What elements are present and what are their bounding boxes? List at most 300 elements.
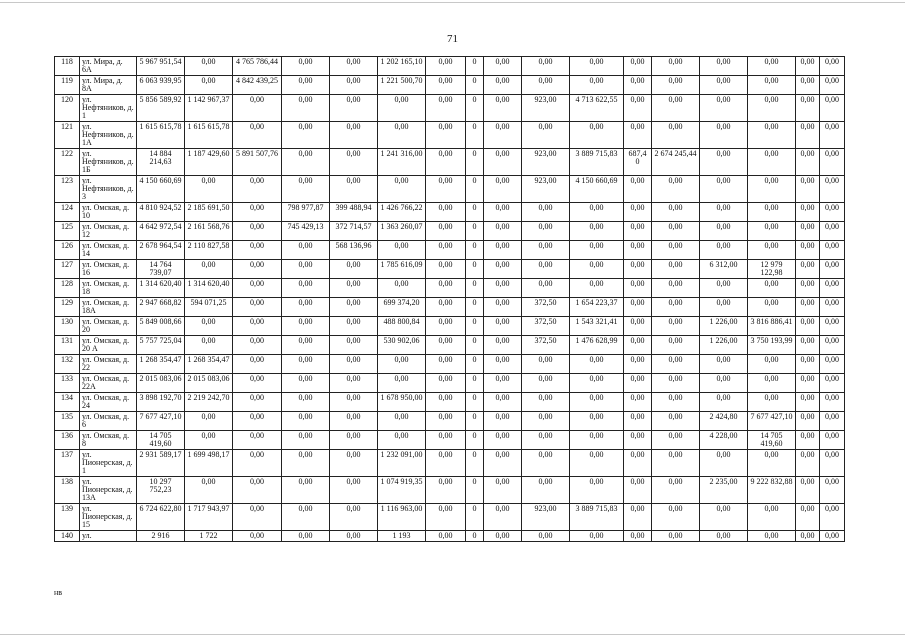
amount-cell: 0,00 (624, 298, 652, 317)
amount-cell: 0,00 (652, 260, 700, 279)
amount-cell: 0,00 (378, 122, 426, 149)
amount-cell: 0 (466, 222, 484, 241)
amount-cell: 0,00 (282, 95, 330, 122)
amount-cell: 399 488,94 (330, 203, 378, 222)
amount-cell: 0,00 (522, 412, 570, 431)
amount-cell: 0,00 (796, 279, 820, 298)
amount-cell: 14 705 419,60 (137, 431, 185, 450)
amount-cell: 0,00 (426, 504, 466, 531)
row-number-cell: 120 (55, 95, 80, 122)
amount-cell: 0,00 (796, 57, 820, 76)
amount-cell: 0,00 (522, 241, 570, 260)
amount-cell: 5 757 725,04 (137, 336, 185, 355)
amount-cell: 0,00 (378, 355, 426, 374)
amount-cell: 0,00 (748, 450, 796, 477)
row-number-cell: 125 (55, 222, 80, 241)
amount-cell: 0 (466, 76, 484, 95)
amount-cell: 0,00 (796, 176, 820, 203)
amount-cell: 0,00 (185, 477, 233, 504)
amount-cell: 2 424,80 (700, 412, 748, 431)
amount-cell: 0,00 (330, 279, 378, 298)
amount-cell: 0,00 (378, 412, 426, 431)
amount-cell: 0,00 (700, 222, 748, 241)
amount-cell: 0,00 (748, 95, 796, 122)
amount-cell: 0,00 (330, 431, 378, 450)
amount-cell: 0,00 (233, 431, 282, 450)
table-row (55, 203, 845, 222)
amount-cell: 6 312,00 (700, 260, 748, 279)
amount-cell: 0,00 (570, 450, 624, 477)
amount-cell: 0,00 (330, 531, 378, 542)
amount-cell: 0,00 (820, 298, 845, 317)
amount-cell: 0,00 (748, 531, 796, 542)
table-row (55, 504, 845, 531)
amount-cell: 0,00 (796, 504, 820, 531)
amount-cell: 0 (466, 393, 484, 412)
amount-cell: 0,00 (624, 477, 652, 504)
amount-cell: 2 931 589,17 (137, 450, 185, 477)
amount-cell: 0,00 (624, 76, 652, 95)
amount-cell: 0,00 (570, 260, 624, 279)
amount-cell: 0 (466, 95, 484, 122)
budget-table (54, 56, 845, 542)
table-row (55, 393, 845, 412)
amount-cell: 0,00 (522, 222, 570, 241)
amount-cell: 0,00 (522, 393, 570, 412)
address-cell: ул. Нефтяников, д. 3 (80, 176, 137, 203)
amount-cell: 0,00 (570, 355, 624, 374)
amount-cell: 0,00 (426, 298, 466, 317)
address-cell: ул. Пионерская, д. 15 (80, 504, 137, 531)
row-number-cell: 133 (55, 374, 80, 393)
amount-cell: 6 063 939,95 (137, 76, 185, 95)
amount-cell: 0 (466, 504, 484, 531)
amount-cell: 0,00 (233, 393, 282, 412)
amount-cell: 0,00 (652, 279, 700, 298)
scan-edge-bottom (0, 634, 905, 635)
amount-cell: 5 891 507,76 (233, 149, 282, 176)
address-cell: ул. Омская, д. 20 А (80, 336, 137, 355)
amount-cell: 0,00 (748, 241, 796, 260)
amount-cell: 1 615 615,78 (185, 122, 233, 149)
amount-cell: 0,00 (282, 57, 330, 76)
amount-cell: 0,00 (570, 374, 624, 393)
amount-cell: 0,00 (282, 279, 330, 298)
amount-cell: 0,00 (796, 203, 820, 222)
amount-cell: 0,00 (700, 393, 748, 412)
amount-cell: 0 (466, 355, 484, 374)
amount-cell: 0,00 (700, 531, 748, 542)
amount-cell: 594 071,25 (185, 298, 233, 317)
amount-cell: 0,00 (233, 279, 282, 298)
address-cell: ул. Омская, д. 20 (80, 317, 137, 336)
amount-cell: 3 750 193,99 (748, 336, 796, 355)
amount-cell: 1 116 963,00 (378, 504, 426, 531)
amount-cell: 0,00 (796, 149, 820, 176)
amount-cell: 0,00 (700, 355, 748, 374)
amount-cell: 7 677 427,10 (748, 412, 796, 431)
amount-cell: 0,00 (282, 393, 330, 412)
amount-cell: 0,00 (700, 203, 748, 222)
amount-cell: 0,00 (820, 504, 845, 531)
amount-cell: 923,00 (522, 176, 570, 203)
amount-cell: 0,00 (484, 374, 522, 393)
amount-cell: 0,00 (624, 95, 652, 122)
amount-cell: 0,00 (330, 504, 378, 531)
amount-cell: 0,00 (570, 531, 624, 542)
amount-cell: 0,00 (426, 393, 466, 412)
amount-cell: 0,00 (484, 431, 522, 450)
budget-table-container (54, 56, 844, 542)
amount-cell: 0,00 (820, 203, 845, 222)
amount-cell: 0,00 (570, 477, 624, 504)
amount-cell: 0,00 (820, 393, 845, 412)
amount-cell: 0 (466, 176, 484, 203)
amount-cell: 0,00 (700, 450, 748, 477)
amount-cell: 0,00 (522, 431, 570, 450)
amount-cell: 0,00 (484, 450, 522, 477)
amount-cell: 1 232 091,00 (378, 450, 426, 477)
amount-cell: 0,00 (624, 122, 652, 149)
amount-cell: 0,00 (378, 95, 426, 122)
amount-cell: 0,00 (820, 76, 845, 95)
amount-cell: 0,00 (652, 241, 700, 260)
amount-cell: 0 (466, 122, 484, 149)
amount-cell: 0,00 (820, 477, 845, 504)
amount-cell: 0,00 (700, 95, 748, 122)
amount-cell: 0 (466, 450, 484, 477)
amount-cell: 0,00 (484, 336, 522, 355)
table-row (55, 336, 845, 355)
amount-cell: 1 722 (185, 531, 233, 542)
amount-cell: 0,00 (796, 355, 820, 374)
amount-cell: 2 015 083,06 (185, 374, 233, 393)
amount-cell: 0,00 (820, 241, 845, 260)
amount-cell: 0,00 (700, 149, 748, 176)
address-cell: ул. Омская, д. 18А (80, 298, 137, 317)
amount-cell: 0 (466, 412, 484, 431)
amount-cell: 0,00 (233, 203, 282, 222)
amount-cell: 0,00 (652, 317, 700, 336)
amount-cell: 0,00 (652, 203, 700, 222)
amount-cell: 372 714,57 (330, 222, 378, 241)
amount-cell: 0,00 (484, 412, 522, 431)
row-number-cell: 130 (55, 317, 80, 336)
amount-cell: 0,00 (820, 431, 845, 450)
amount-cell: 798 977,87 (282, 203, 330, 222)
amount-cell: 14 705 419,60 (748, 431, 796, 450)
amount-cell: 0,00 (748, 374, 796, 393)
address-cell: ул. Омская, д. 16 (80, 260, 137, 279)
amount-cell: 0,00 (378, 279, 426, 298)
amount-cell: 0,00 (233, 477, 282, 504)
amount-cell: 0,00 (484, 531, 522, 542)
amount-cell: 0,00 (185, 336, 233, 355)
amount-cell: 0,00 (378, 176, 426, 203)
amount-cell: 0,00 (624, 241, 652, 260)
amount-cell: 0,00 (624, 431, 652, 450)
amount-cell: 1 785 616,09 (378, 260, 426, 279)
amount-cell: 0,00 (282, 504, 330, 531)
amount-cell: 14 764 739,07 (137, 260, 185, 279)
amount-cell: 0,00 (522, 57, 570, 76)
amount-cell: 0,00 (796, 450, 820, 477)
table-row (55, 122, 845, 149)
amount-cell: 0,00 (330, 317, 378, 336)
row-number-cell: 138 (55, 477, 80, 504)
amount-cell: 0,00 (233, 222, 282, 241)
amount-cell: 0,00 (330, 374, 378, 393)
amount-cell: 1 202 165,10 (378, 57, 426, 76)
amount-cell: 0 (466, 477, 484, 504)
amount-cell: 0,00 (748, 298, 796, 317)
amount-cell: 1 268 354,47 (185, 355, 233, 374)
amount-cell: 1 717 943,97 (185, 504, 233, 531)
amount-cell: 0,00 (652, 176, 700, 203)
amount-cell: 0,00 (426, 222, 466, 241)
amount-cell: 0,00 (652, 450, 700, 477)
amount-cell: 3 889 715,83 (570, 149, 624, 176)
amount-cell: 0,00 (820, 149, 845, 176)
amount-cell: 0,00 (484, 203, 522, 222)
amount-cell: 0 (466, 298, 484, 317)
amount-cell: 1 142 967,37 (185, 95, 233, 122)
amount-cell: 0,00 (522, 203, 570, 222)
amount-cell: 0,00 (522, 122, 570, 149)
amount-cell: 0,00 (522, 279, 570, 298)
amount-cell: 0,00 (796, 374, 820, 393)
amount-cell: 0,00 (484, 95, 522, 122)
amount-cell: 0,00 (652, 412, 700, 431)
row-number-cell: 140 (55, 531, 80, 542)
amount-cell: 0,00 (185, 176, 233, 203)
amount-cell: 7 677 427,10 (137, 412, 185, 431)
amount-cell: 0,00 (330, 149, 378, 176)
amount-cell: 372,50 (522, 298, 570, 317)
amount-cell: 0,00 (652, 374, 700, 393)
amount-cell: 0,00 (426, 450, 466, 477)
amount-cell: 0,00 (796, 336, 820, 355)
amount-cell: 10 297 752,23 (137, 477, 185, 504)
amount-cell: 0,00 (796, 122, 820, 149)
amount-cell: 0,00 (700, 241, 748, 260)
amount-cell: 0,00 (624, 260, 652, 279)
amount-cell: 4 713 622,55 (570, 95, 624, 122)
amount-cell: 0,00 (233, 355, 282, 374)
amount-cell: 0 (466, 279, 484, 298)
amount-cell: 0,00 (700, 57, 748, 76)
amount-cell: 699 374,20 (378, 298, 426, 317)
amount-cell: 372,50 (522, 336, 570, 355)
amount-cell: 0,00 (233, 260, 282, 279)
amount-cell: 0,00 (282, 122, 330, 149)
amount-cell: 0,00 (330, 477, 378, 504)
amount-cell: 0,00 (378, 374, 426, 393)
row-number-cell: 119 (55, 76, 80, 95)
address-cell: ул. Нефтяников, д. 1 (80, 95, 137, 122)
amount-cell: 0,00 (484, 222, 522, 241)
amount-cell: 0,00 (652, 431, 700, 450)
amount-cell: 0,00 (330, 298, 378, 317)
amount-cell: 0,00 (748, 176, 796, 203)
amount-cell: 4 642 972,54 (137, 222, 185, 241)
amount-cell: 0,00 (652, 504, 700, 531)
amount-cell: 0,00 (820, 336, 845, 355)
amount-cell: 0,00 (426, 176, 466, 203)
amount-cell: 0,00 (233, 412, 282, 431)
amount-cell: 0,00 (820, 531, 845, 542)
table-row (55, 176, 845, 203)
amount-cell: 1 615 615,78 (137, 122, 185, 149)
amount-cell: 0,00 (570, 76, 624, 95)
amount-cell: 0,00 (426, 76, 466, 95)
amount-cell: 0,00 (652, 355, 700, 374)
amount-cell: 2 674 245,44 (652, 149, 700, 176)
amount-cell: 0,00 (282, 412, 330, 431)
amount-cell: 0,00 (185, 412, 233, 431)
amount-cell: 0,00 (796, 477, 820, 504)
amount-cell: 0,00 (700, 298, 748, 317)
table-row (55, 260, 845, 279)
row-number-cell: 137 (55, 450, 80, 477)
amount-cell: 0,00 (426, 57, 466, 76)
amount-cell: 0,00 (185, 76, 233, 95)
amount-cell: 0,00 (185, 431, 233, 450)
footer-note: нв (54, 588, 63, 597)
amount-cell: 0 (466, 431, 484, 450)
amount-cell: 4 810 924,52 (137, 203, 185, 222)
amount-cell: 3 889 715,83 (570, 504, 624, 531)
amount-cell: 0,00 (624, 57, 652, 76)
amount-cell: 0,00 (820, 176, 845, 203)
amount-cell: 0,00 (748, 203, 796, 222)
amount-cell: 0,00 (570, 279, 624, 298)
table-row (55, 76, 845, 95)
table-row (55, 57, 845, 76)
amount-cell: 0,00 (484, 57, 522, 76)
amount-cell: 0,00 (484, 149, 522, 176)
amount-cell: 0,00 (652, 336, 700, 355)
amount-cell: 0,00 (426, 95, 466, 122)
amount-cell: 0,00 (282, 431, 330, 450)
amount-cell: 0,00 (522, 260, 570, 279)
amount-cell: 0,00 (748, 149, 796, 176)
amount-cell: 0,00 (624, 279, 652, 298)
row-number-cell: 123 (55, 176, 80, 203)
amount-cell: 0,00 (378, 431, 426, 450)
amount-cell: 6 724 622,80 (137, 504, 185, 531)
address-cell: ул. Нефтяников, д. 1Б (80, 149, 137, 176)
amount-cell: 1 221 500,70 (378, 76, 426, 95)
amount-cell: 0,00 (820, 260, 845, 279)
amount-cell: 0 (466, 336, 484, 355)
amount-cell: 0,00 (570, 57, 624, 76)
amount-cell: 687,4 0 (624, 149, 652, 176)
amount-cell: 2 235,00 (700, 477, 748, 504)
amount-cell: 0,00 (484, 298, 522, 317)
amount-cell: 0,00 (426, 531, 466, 542)
amount-cell: 923,00 (522, 149, 570, 176)
amount-cell: 0,00 (484, 504, 522, 531)
amount-cell: 0,00 (233, 317, 282, 336)
amount-cell: 0,00 (484, 176, 522, 203)
amount-cell: 0,00 (282, 241, 330, 260)
amount-cell: 0,00 (820, 122, 845, 149)
address-cell: ул. (80, 531, 137, 542)
amount-cell: 0,00 (330, 260, 378, 279)
amount-cell: 0,00 (820, 374, 845, 393)
amount-cell: 0,00 (282, 336, 330, 355)
amount-cell: 0,00 (570, 122, 624, 149)
address-cell: ул. Омская, д. 6 (80, 412, 137, 431)
amount-cell: 372,50 (522, 317, 570, 336)
amount-cell: 0,00 (484, 260, 522, 279)
amount-cell: 0,00 (233, 95, 282, 122)
amount-cell: 0,00 (796, 298, 820, 317)
table-row (55, 412, 845, 431)
amount-cell: 0,00 (624, 450, 652, 477)
address-cell: ул. Омская, д. 10 (80, 203, 137, 222)
amount-cell: 0,00 (484, 317, 522, 336)
amount-cell: 0,00 (652, 122, 700, 149)
amount-cell: 0,00 (233, 176, 282, 203)
amount-cell: 0,00 (700, 279, 748, 298)
amount-cell: 0,00 (652, 393, 700, 412)
amount-cell: 0,00 (652, 76, 700, 95)
amount-cell: 0,00 (522, 374, 570, 393)
amount-cell: 0,00 (624, 374, 652, 393)
amount-cell: 0,00 (330, 57, 378, 76)
table-row (55, 317, 845, 336)
amount-cell: 1 654 223,37 (570, 298, 624, 317)
amount-cell: 0,00 (624, 412, 652, 431)
amount-cell: 0 (466, 317, 484, 336)
amount-cell: 0,00 (233, 298, 282, 317)
address-cell: ул. Пионерская, д. 1 (80, 450, 137, 477)
amount-cell: 0,00 (233, 374, 282, 393)
amount-cell: 0,00 (484, 76, 522, 95)
amount-cell: 0,00 (796, 260, 820, 279)
amount-cell: 0,00 (652, 95, 700, 122)
amount-cell: 0,00 (624, 176, 652, 203)
amount-cell: 0,00 (282, 355, 330, 374)
table-row (55, 355, 845, 374)
amount-cell: 0,00 (282, 149, 330, 176)
amount-cell: 0,00 (282, 531, 330, 542)
amount-cell: 1 074 919,35 (378, 477, 426, 504)
amount-cell: 0,00 (426, 122, 466, 149)
amount-cell: 0,00 (570, 203, 624, 222)
amount-cell: 0,00 (426, 336, 466, 355)
amount-cell: 0,00 (624, 355, 652, 374)
amount-cell: 14 884 214,63 (137, 149, 185, 176)
scan-edge-top (0, 2, 905, 3)
table-row (55, 222, 845, 241)
amount-cell: 923,00 (522, 95, 570, 122)
amount-cell: 0,00 (426, 260, 466, 279)
amount-cell: 0,00 (330, 122, 378, 149)
amount-cell: 0,00 (426, 374, 466, 393)
address-cell: ул. Нефтяников, д. 1А (80, 122, 137, 149)
amount-cell: 0,00 (426, 477, 466, 504)
row-number-cell: 128 (55, 279, 80, 298)
row-number-cell: 124 (55, 203, 80, 222)
amount-cell: 0,00 (426, 241, 466, 260)
amount-cell: 0,00 (624, 336, 652, 355)
table-row (55, 298, 845, 317)
amount-cell: 0,00 (330, 355, 378, 374)
amount-cell: 0,00 (233, 450, 282, 477)
